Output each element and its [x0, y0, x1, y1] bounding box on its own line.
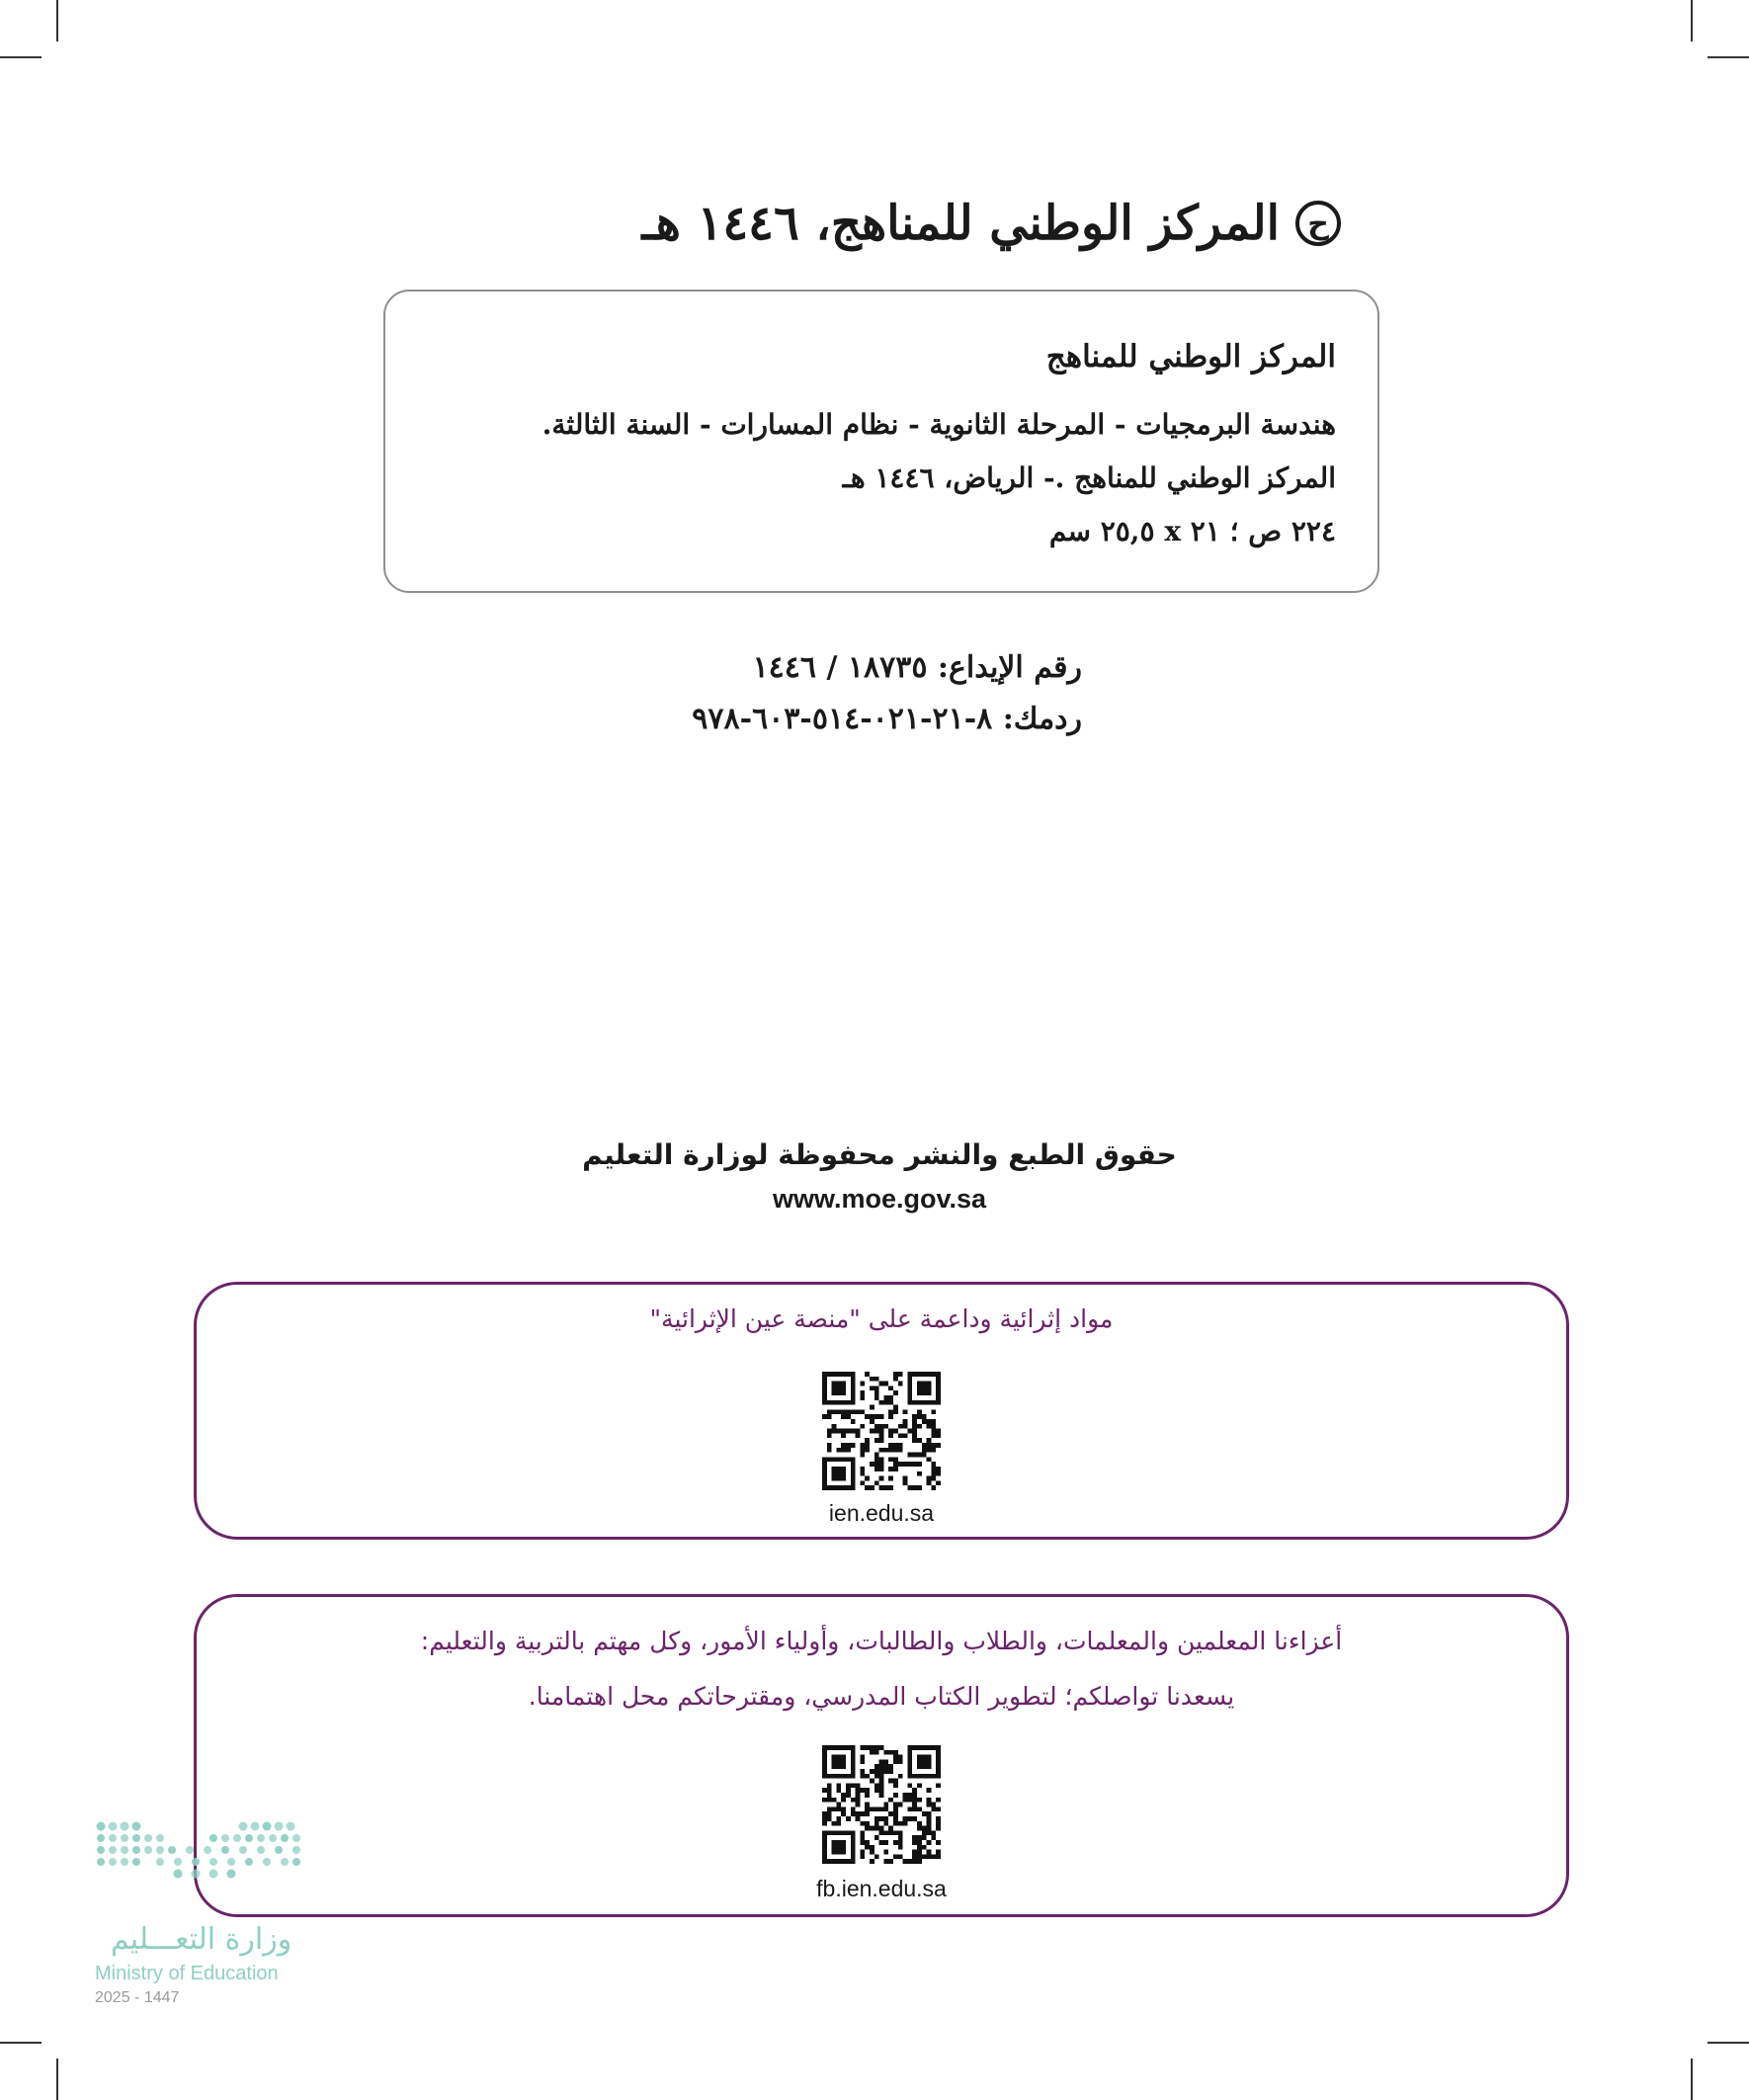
- feedback-box: [194, 1594, 1569, 1917]
- catalog-pages: ٢٢٤ ص ؛ ٢١ x ٢٥,٥ سم: [1048, 515, 1336, 547]
- ien-platform-text: مواد إثرائية وداعمة على "منصة عين الإثرائية": [649, 1304, 1114, 1333]
- ministry-logo-english: Ministry of Education: [95, 1963, 279, 1984]
- ien-platform-box: [194, 1282, 1569, 1540]
- moe-website-link[interactable]: www.moe.gov.sa: [772, 1184, 987, 1214]
- feedback-message: يسعدنا تواصلكم؛ لتطوير الكتاب المدرسي، ومقترحاتكم محل اهتمامنا.: [528, 1682, 1235, 1711]
- crop-mark: [1691, 2058, 1693, 2100]
- copyright-symbol: ح: [1295, 201, 1341, 246]
- heading-text: المركز الوطني للمناهج، ١٤٤٦ هـ: [641, 196, 1280, 251]
- crop-mark: [1691, 0, 1693, 42]
- crop-mark: [1707, 56, 1749, 58]
- crop-mark: [0, 2042, 42, 2044]
- isbn: ردمك: ٨-٢١-٠٢١-٥١٤-٦٠٣-٩٧٨: [692, 702, 1082, 736]
- ministry-logo-arabic: وزارة التعـــليم: [110, 1922, 292, 1957]
- rights-statement: حقوق الطبع والنشر محفوظة لوزارة التعليم: [582, 1138, 1177, 1171]
- ministry-logo: [95, 1818, 322, 2016]
- deposit-number: رقم الإيداع: ١٨٧٣٥ / ١٤٤٦: [752, 650, 1082, 685]
- feedback-greeting: أعزاءنا المعلمين والمعلمات، والطلاب والطالبات، وأولياء الأمور، وكل مهتم بالتربية والتعليم:: [420, 1627, 1343, 1655]
- crop-mark: [0, 56, 42, 58]
- ien-qr-label[interactable]: ien.edu.sa: [828, 1500, 935, 1526]
- crop-mark: [1707, 2042, 1749, 2044]
- catalog-box: [383, 290, 1379, 593]
- catalog-imprint: المركز الوطني للمناهج .- الرياض، ١٤٤٦ هـ: [842, 462, 1336, 494]
- copyright-heading: [452, 196, 1341, 251]
- crop-mark: [56, 0, 58, 42]
- catalog-publisher: المركز الوطني للمناهج: [1045, 339, 1336, 375]
- feedback-qr-code[interactable]: [822, 1745, 941, 1864]
- ministry-logo-year: 2025 - 1447: [95, 1989, 180, 2006]
- ministry-logo-dots: [95, 1818, 312, 1888]
- ien-qr-code[interactable]: [822, 1372, 941, 1490]
- catalog-title: هندسة البرمجيات - المرحلة الثانوية - نظام المسارات - السنة الثالثة.: [541, 408, 1336, 441]
- crop-mark: [56, 2058, 58, 2100]
- feedback-qr-label[interactable]: fb.ien.edu.sa: [816, 1876, 947, 1901]
